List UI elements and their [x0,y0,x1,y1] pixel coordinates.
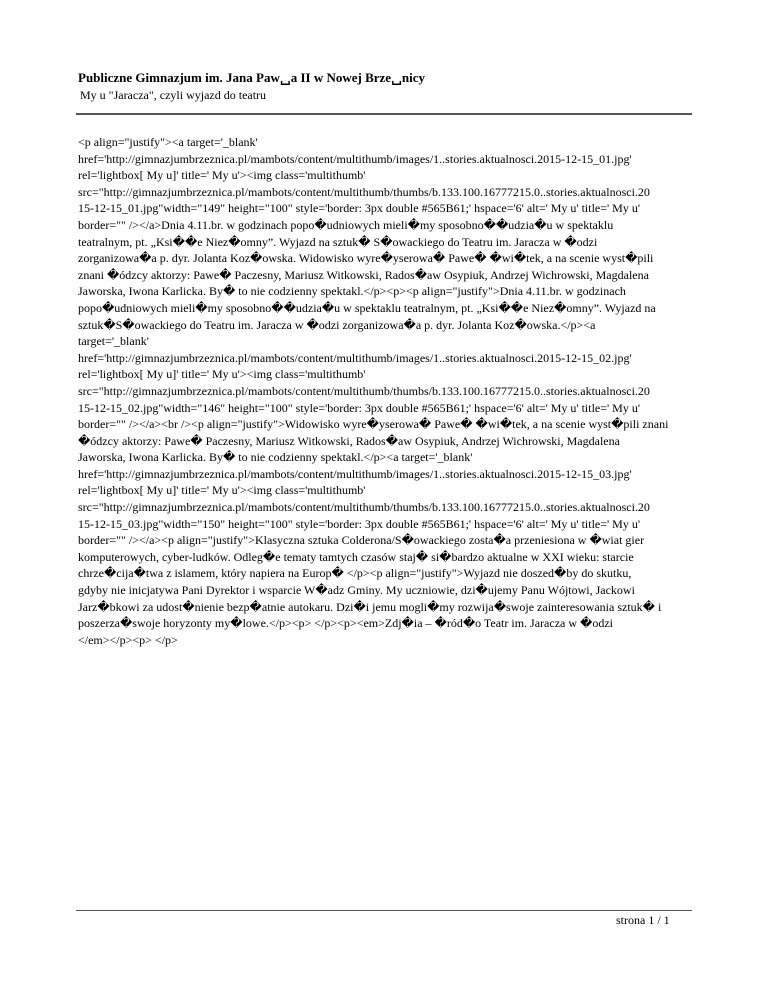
document-title: Publiczne Gimnazjum im. Jana Paw␣a II w Nowej Brze␣nicy [78,70,426,85]
body-line: poszerza�swoje horyzonty my�lowe.</p><p> </p><p><em>Zdj�ia – �ród�o Teatr im. Jaracza w �odzi [78,616,613,631]
body-line: �ódzcy aktorzy: Pawe� Paczesny, Mariusz Witkowski, Rados�aw Osypiuk, Andrzej Wichrowski, Magdalena [78,433,620,448]
body-line: <p align="justify"><a target='_blank' [78,135,258,149]
article-body [78,134,698,648]
body-line: znani �ódzcy aktorzy: Pawe� Paczesny, Mariusz Witkowski, Rados�aw Osypiuk, Andrzej Wichrowski, Magdalena [78,267,649,282]
body-line: sztuk�S�owackiego do Teatru im. Jaracza w �odzi zorganizowa�a p. dyr. Jolanta Koz�owska.</p><a [78,317,596,332]
header-divider [76,113,692,115]
body-line: zorganizowa�a p. dyr. Jolanta Koz�owska. Widowisko wyre�yserowa� Pawe� �wi�tek, a na scenie wyst�pili [78,251,654,266]
body-line: href='http://gimnazjumbrzeznica.pl/mambots/content/multithumb/images/1..stories.aktualnosci.2015-12-15_01.jpg' [78,151,632,166]
body-line: Jaworska, Iwona Karlicka. By� to nie codzienny spektakl.</p><a target='_blank' [78,450,473,465]
document-subtitle: My u "Jaracza", czyli wyjazd do teatru [80,88,267,102]
body-line: rel='lightbox[ My u]' title=' My u'><img class='multithumb' [78,367,366,382]
body-line: href='http://gimnazjumbrzeznica.pl/mambots/content/multithumb/images/1..stories.aktualnosci.2015-12-15_03.jpg' [78,466,632,481]
body-line: href='http://gimnazjumbrzeznica.pl/mambots/content/multithumb/images/1..stories.aktualnosci.2015-12-15_02.jpg' [78,350,632,365]
body-line: teatralnym, pt. „Ksi��e Niez�omny”. Wyjazd na sztuk� S�owackiego do Teatru im. Jaracza w �odzi [78,234,598,249]
body-line: target='_blank' [78,334,149,349]
body-line: rel='lightbox[ My u]' title=' My u'><img class='multithumb' [78,483,366,498]
body-line: src="http://gimnazjumbrzeznica.pl/mambots/content/multithumb/thumbs/b.133.100.16777215.0..stories.aktualnosci.20 [78,184,650,199]
body-line: rel='lightbox[ My u]' title=' My u'><img class='multithumb' [78,168,366,183]
body-line: Jaworska, Iwona Karlicka. By� to nie codzienny spektakl.</p><p><p align="justify">Dnia 4.11.br. w godzinach [78,284,626,299]
body-line: popo�udniowych mieli�my sposobno��udzia�u w spektaklu teatralnym, pt. „Ksi��e Niez�omny”. Wyjazd na [78,300,656,315]
body-line: komputerowych, cyber-ludków. Odleg�e tematy tamtych czasów staj� si�bardzo aktualne w XXI wieku: starcie [78,549,634,564]
body-line: 15-12-15_02.jpg"width="146" height="100" style='border: 3px double #565B61;' hspace='6' alt=' My u' title=' My u' [78,400,641,415]
body-line: src="http://gimnazjumbrzeznica.pl/mambots/content/multithumb/thumbs/b.133.100.16777215.0..stories.aktualnosci.20 [78,383,650,398]
body-line: gdyby nie inicjatywa Pani Dyrektor i wsparcie W�adz Gminy. My uczniowie, dzi�ujemy Panu Wójtowi, Jackowi [78,583,635,598]
page-number: strona 1 / 1 [616,913,670,927]
body-line: </em></p><p> </p> [78,632,178,647]
body-line: Jarz�bkowi za udost�nienie bezp�atnie autokaru. Dzi�i jemu mogli�my rozwija�swoje zainteresowania sztuk� i [78,599,662,614]
body-line: border="" /></a>Dnia 4.11.br. w godzinach popo�udniowych mieli�my sposobno��udzia�u w spektaklu [78,217,614,232]
body-line: border="" /></a><br /><p align="justify">Widowisko wyre�yserowa� Pawe� �wi�tek, a na scenie wyst�pili znani [78,417,669,432]
body-line: 15-12-15_03.jpg"width="150" height="100" style='border: 3px double #565B61;' hspace='6' alt=' My u' title=' My u' [78,516,641,531]
body-line: 15-12-15_01.jpg"width="149" height="100" style='border: 3px double #565B61;' hspace='6' alt=' My u' title=' My u' [78,201,641,216]
footer-divider [76,910,692,911]
body-line: src="http://gimnazjumbrzeznica.pl/mambots/content/multithumb/thumbs/b.133.100.16777215.0..stories.aktualnosci.20 [78,500,650,515]
body-line: border="" /></a><p align="justify">Klasyczna sztuka Colderona/S�owackiego zosta�a przeniesiona w �wiat gier [78,533,645,548]
body-line: chrze�cija�twa z islamem, który napiera na Europ� </p><p align="justify">Wyjazd nie doszed�by do skutku, [78,566,632,581]
